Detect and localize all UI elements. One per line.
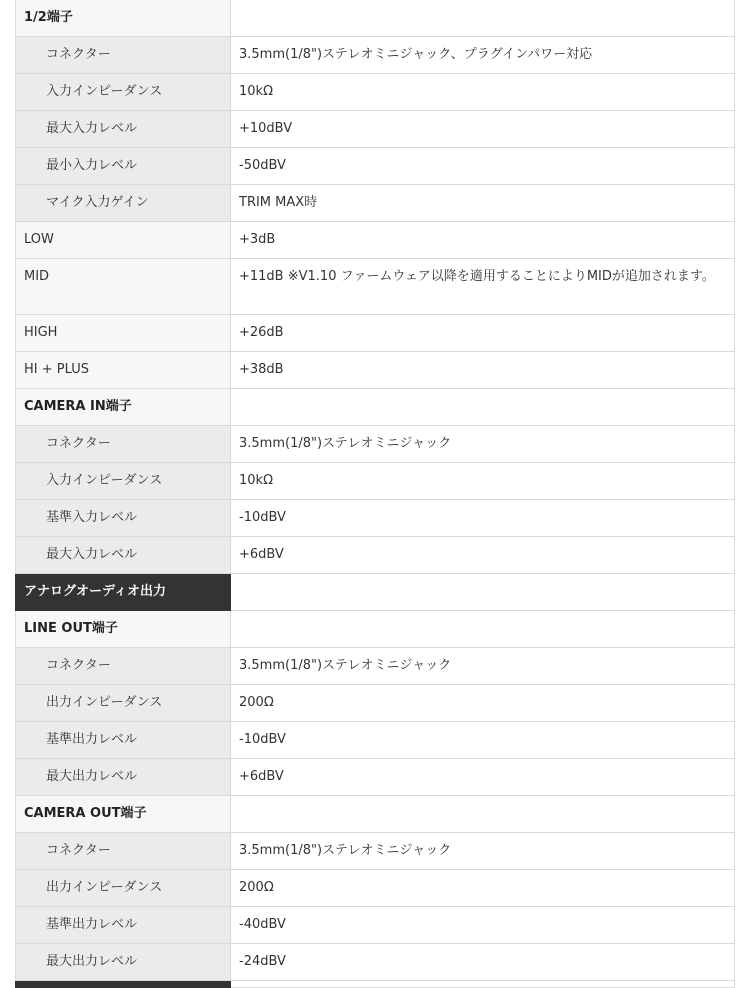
spec-label: 最大出力レベル [16, 759, 231, 796]
spec-row [16, 37, 735, 74]
spec-row [16, 74, 735, 111]
spec-row [16, 426, 735, 463]
spec-row [16, 389, 735, 426]
spec-row [16, 574, 735, 611]
spec-row [16, 944, 735, 981]
spec-row [16, 537, 735, 574]
spec-label: 最小入力レベル [16, 148, 231, 185]
spec-label: HIGH [16, 315, 231, 352]
spec-value: -24dBV [231, 944, 735, 981]
spec-label: CAMERA OUT端子 [16, 796, 231, 833]
spec-label: CAMERA IN端子 [16, 389, 231, 426]
spec-row [16, 907, 735, 944]
spec-value: -50dBV [231, 148, 735, 185]
spec-label: 最大入力レベル [16, 537, 231, 574]
spec-label: 出力インピーダンス [16, 685, 231, 722]
spec-value: +6dBV [231, 537, 735, 574]
spec-row [16, 315, 735, 352]
spec-row [16, 185, 735, 222]
spec-value: TRIM MAX時 [231, 185, 735, 222]
spec-row [16, 259, 735, 315]
spec-row [16, 0, 735, 37]
spec-table [15, 0, 735, 988]
spec-value [231, 574, 735, 611]
spec-label: 出力インピーダンス [16, 870, 231, 907]
spec-row [16, 796, 735, 833]
spec-value [231, 389, 735, 426]
spec-row [16, 870, 735, 907]
spec-value: -10dBV [231, 722, 735, 759]
spec-value: 200Ω [231, 685, 735, 722]
spec-value: 200Ω [231, 870, 735, 907]
spec-value [231, 981, 735, 988]
spec-label: LOW [16, 222, 231, 259]
spec-value: 10kΩ [231, 463, 735, 500]
spec-label: 基準出力レベル [16, 722, 231, 759]
spec-label: MID [16, 259, 231, 315]
spec-value: +3dB [231, 222, 735, 259]
spec-row [16, 648, 735, 685]
spec-label: 基準出力レベル [16, 907, 231, 944]
spec-row [16, 500, 735, 537]
spec-value: -40dBV [231, 907, 735, 944]
spec-row [16, 111, 735, 148]
spec-label: 入力インピーダンス [16, 463, 231, 500]
spec-value: 3.5mm(1/8")ステレオミニジャック [231, 426, 735, 463]
spec-value [231, 611, 735, 648]
spec-label: コネクター [16, 37, 231, 74]
spec-value: +6dBV [231, 759, 735, 796]
spec-label: 1/2端子 [16, 0, 231, 37]
spec-table-body [16, 0, 735, 988]
spec-value [231, 796, 735, 833]
spec-label: 基準入力レベル [16, 500, 231, 537]
spec-label: マイク入力ゲイン [16, 185, 231, 222]
spec-row [16, 222, 735, 259]
spec-label: コネクター [16, 833, 231, 870]
spec-value: +38dB [231, 352, 735, 389]
spec-label: 最大入力レベル [16, 111, 231, 148]
spec-label: アナログオーディオ出力 [16, 574, 231, 611]
spec-value: 3.5mm(1/8")ステレオミニジャック [231, 648, 735, 685]
spec-value: +26dB [231, 315, 735, 352]
spec-value [231, 0, 735, 37]
spec-row [16, 722, 735, 759]
spec-row [16, 685, 735, 722]
spec-label: HI + PLUS [16, 352, 231, 389]
spec-label [16, 981, 231, 988]
spec-value: 3.5mm(1/8")ステレオミニジャック、プラグインパワー対応 [231, 37, 735, 74]
spec-label: コネクター [16, 648, 231, 685]
spec-row [16, 463, 735, 500]
spec-label: コネクター [16, 426, 231, 463]
spec-row [16, 352, 735, 389]
spec-row [16, 833, 735, 870]
spec-label: 最大出力レベル [16, 944, 231, 981]
spec-label: 入力インピーダンス [16, 74, 231, 111]
spec-value: +11dB ※V1.10 ファームウェア以降を適用することによりMIDが追加されます。 [231, 259, 735, 315]
spec-row [16, 981, 735, 988]
spec-row [16, 148, 735, 185]
spec-value: -10dBV [231, 500, 735, 537]
spec-label: LINE OUT端子 [16, 611, 231, 648]
spec-row [16, 759, 735, 796]
spec-value: +10dBV [231, 111, 735, 148]
spec-value: 10kΩ [231, 74, 735, 111]
spec-row [16, 611, 735, 648]
spec-value: 3.5mm(1/8")ステレオミニジャック [231, 833, 735, 870]
